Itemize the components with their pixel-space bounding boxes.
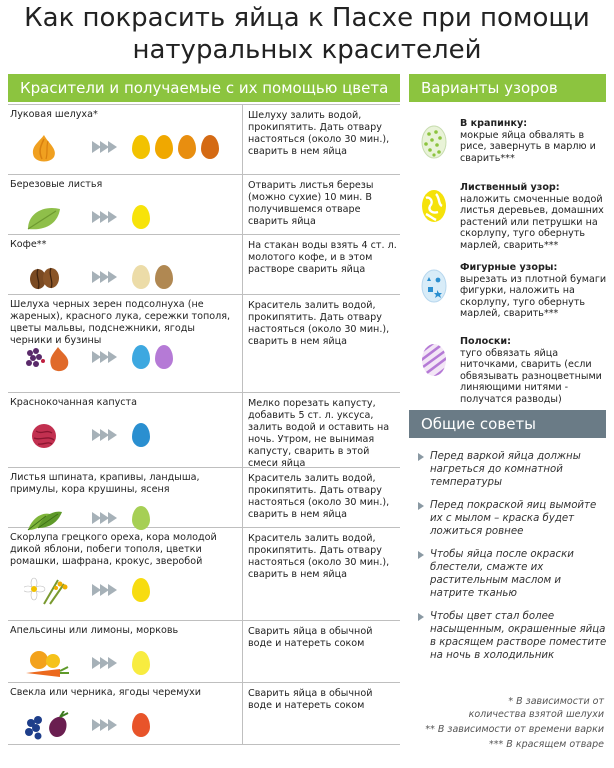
patterns-header: Варианты узоров xyxy=(409,74,606,102)
dye-row xyxy=(8,468,400,528)
arrows-icon xyxy=(92,512,116,524)
arrows-icon xyxy=(92,719,116,731)
dye-row xyxy=(8,175,400,235)
shapes-egg-icon xyxy=(420,268,448,308)
arrows-icon xyxy=(92,429,116,441)
dye-label: Луковая шелуха* xyxy=(10,109,98,120)
arrows-icon xyxy=(92,351,116,363)
colored-egg-icon xyxy=(132,345,150,369)
colored-egg-icon xyxy=(155,265,173,289)
tip-item: Чтобы яйца после окраски блестели, смажте их растительным маслом и натрите тканью xyxy=(418,548,608,600)
pattern-text: наложить смоченные водой листья деревьев, домашних растений или петрушки на скорлупу, туго обернуть марлей, сварить*** xyxy=(460,193,604,251)
colored-egg-icon xyxy=(132,651,150,675)
dye-instructions: Мелко порезать капусту, добавить 5 ст. л. уксуса, залить водой и оставить на ночь. Утром, не вынимая капусту, сварить в этой смеси яйца xyxy=(248,398,390,469)
egg-colors xyxy=(132,506,150,530)
dye-instructions: Краситель залить водой, прокипятить. Дать отвару настояться (около 30 мин.), сварить в нем яйца xyxy=(248,300,390,347)
colored-egg-icon xyxy=(132,578,150,602)
pattern-description xyxy=(460,262,610,320)
tips-list xyxy=(418,450,608,672)
pattern-description xyxy=(460,182,610,251)
colored-egg-icon xyxy=(132,506,150,530)
column-divider xyxy=(242,393,243,467)
dye-row xyxy=(8,295,400,393)
pattern-text: туго обвязать яйца ниточками, сварить (если обвязывать разноцветными линяющими нитями - получатся разводы) xyxy=(460,347,602,405)
dotted-egg-icon xyxy=(420,124,448,164)
dye-instructions: На стакан воды взять 4 ст. л. молотого кофе, и в этом растворе сварить яйца xyxy=(248,240,397,275)
column-divider xyxy=(242,295,243,392)
footnote: * В зависимости от количества взятой шелухи xyxy=(468,696,604,720)
egg-colors xyxy=(132,135,219,159)
arrows-icon xyxy=(92,271,116,283)
dye-label: Шелуха черных зерен подсолнуха (не жареных), красного лука, сережки тополя, цветы мальвы, подснежники, ягоды черники и бузины xyxy=(10,299,231,346)
column-divider xyxy=(242,621,243,682)
column-divider xyxy=(242,683,243,744)
egg-colors xyxy=(132,345,173,369)
egg-colors xyxy=(132,651,150,675)
pattern-title: В крапинку: xyxy=(460,118,528,129)
arrows-icon xyxy=(92,584,116,596)
egg-colors xyxy=(132,265,173,289)
flowers-icon xyxy=(24,576,74,610)
dye-label: Листья шпината, крапивы, ландыша, примулы, кора крушины, ясеня xyxy=(10,472,200,495)
dye-row xyxy=(8,683,400,745)
colored-egg-icon xyxy=(132,423,150,447)
dye-row xyxy=(8,105,400,175)
footnote: ** В зависимости от времени варки xyxy=(425,724,604,735)
pattern-text: мокрые яйца обвалять в рисе, завернуть в марлю и сварить*** xyxy=(460,129,596,164)
pattern-description xyxy=(460,118,610,164)
dye-instructions: Сварить яйца в обычной воде и натереть соком xyxy=(248,626,373,649)
dye-label: Апельсины или лимоны, морковь xyxy=(10,625,179,636)
column-divider xyxy=(242,175,243,234)
egg-colors xyxy=(132,423,150,447)
tips-header: Общие советы xyxy=(409,410,606,438)
pattern-title: Лиственный узор: xyxy=(460,182,560,193)
colored-egg-icon xyxy=(178,135,196,159)
colored-egg-icon xyxy=(155,135,173,159)
red-cabbage-icon xyxy=(24,421,64,455)
colored-egg-icon xyxy=(201,135,219,159)
coffee-beans-icon xyxy=(24,263,64,297)
citrus-carrot-icon xyxy=(24,649,74,683)
tip-item: Перед покраской яиц вымойте их с мылом – краска будет ложиться ровнее xyxy=(418,499,608,538)
pattern-text: вырезать из плотной бумаги фигурки, наложить на скорлупу, туго обернуть марлей, сварить*** xyxy=(460,273,607,319)
dye-label: Кофе** xyxy=(10,239,47,250)
dyes-header: Красители и получаемые с их помощью цвета xyxy=(8,74,400,102)
egg-colors xyxy=(132,205,150,229)
arrows-icon xyxy=(92,211,116,223)
leaf-pattern-egg-icon xyxy=(420,188,448,228)
pattern-title: Полоски: xyxy=(460,336,511,347)
dye-row xyxy=(8,528,400,621)
tip-item: Чтобы цвет стал более насыщенным, окрашенные яйца в красящем растворе поместите на ночь в холодильник xyxy=(418,610,608,662)
dyes-table xyxy=(8,104,400,745)
dye-instructions: Отварить листья березы (можно сухие) 10 мин. В получившемся отваре сварить яйца xyxy=(248,180,374,227)
dye-instructions: Сварить яйца в обычной воде и натереть соком xyxy=(248,688,373,711)
onion-skin-icon xyxy=(24,133,64,167)
dye-row xyxy=(8,621,400,683)
footnotes xyxy=(425,695,604,753)
dye-row xyxy=(8,235,400,295)
dye-label: Скорлупа грецкого ореха, кора молодой дикой яблони, побеги тополя, цветки ромашки, шафрана, крокус, зверобой xyxy=(10,532,217,567)
tip-item: Перед варкой яйца должны нагреться до комнатной температуры xyxy=(418,450,608,489)
column-divider xyxy=(242,235,243,294)
page-title: Как покрасить яйца к Пасхе при помощи натуральных красителей xyxy=(24,3,590,65)
column-divider xyxy=(242,105,243,174)
dye-row xyxy=(8,393,400,468)
arrows-icon xyxy=(92,657,116,669)
colored-egg-icon xyxy=(132,205,150,229)
footnote: *** В красящем отваре xyxy=(489,739,604,750)
dye-instructions: Шелуху залить водой, прокипятить. Дать отвару настояться (около 30 мин.), сварить в нем яйца xyxy=(248,110,390,157)
egg-colors xyxy=(132,578,150,602)
pattern-description xyxy=(460,336,610,405)
birch-leaf-icon xyxy=(24,203,64,237)
dye-label: Свекла или черника, ягоды черемухи xyxy=(10,687,202,698)
colored-egg-icon xyxy=(132,265,150,289)
pattern-title: Фигурные узоры: xyxy=(460,262,558,273)
striped-egg-icon xyxy=(420,342,448,382)
column-divider xyxy=(242,468,243,527)
dye-instructions: Краситель залить водой, прокипятить. Дать отвару настояться (около 30 мин.), сварить в нем яйца xyxy=(248,473,390,520)
dye-label: Краснокочанная капуста xyxy=(10,397,138,408)
egg-colors xyxy=(132,713,150,737)
dye-label: Березовые листья xyxy=(10,179,103,190)
colored-egg-icon xyxy=(155,345,173,369)
arrows-icon xyxy=(92,141,116,153)
colored-egg-icon xyxy=(132,713,150,737)
berries-onion-icon xyxy=(24,343,74,377)
beet-berries-icon xyxy=(24,711,74,745)
column-divider xyxy=(242,528,243,620)
dye-instructions: Краситель залить водой, прокипятить. Дать отвару настояться (около 30 мин.), сварить в нем яйца xyxy=(248,533,390,580)
colored-egg-icon xyxy=(132,135,150,159)
